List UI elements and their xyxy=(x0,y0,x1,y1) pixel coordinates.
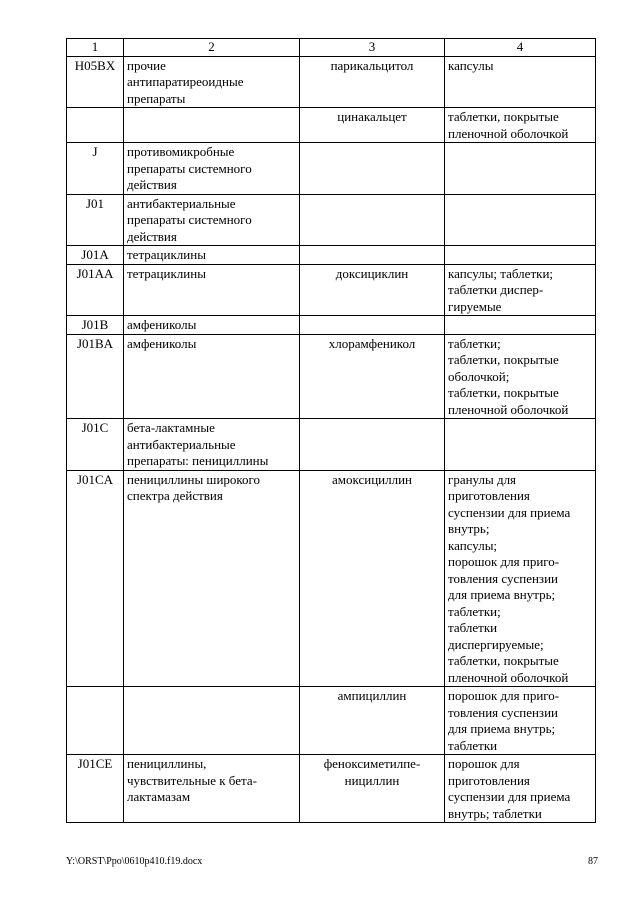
anatomical-group-cell xyxy=(124,687,300,755)
atc-code: J01CE xyxy=(77,756,113,771)
header-col-4: 4 xyxy=(445,39,596,57)
dosage-form-cell xyxy=(445,194,596,246)
dosage-form-cell xyxy=(445,246,596,265)
atc-code-cell xyxy=(67,194,124,246)
drug-line: ампициллин xyxy=(337,688,407,703)
atc-code: J01BA xyxy=(76,335,114,351)
form-line: порошок для приго- xyxy=(448,554,560,569)
atc-code-cell xyxy=(67,755,124,823)
atc-code-cell xyxy=(67,334,124,419)
drug-name-cell xyxy=(300,687,445,755)
dosage-form-cell xyxy=(445,470,596,687)
group-line: противомикробные xyxy=(127,144,235,159)
dosage-form-cell xyxy=(445,56,596,108)
group-line: лактамазам xyxy=(127,789,191,804)
drug-name-cell xyxy=(300,419,445,471)
atc-code-cell xyxy=(67,470,124,687)
drug-line: нициллин xyxy=(344,772,400,788)
drug-line: амоксициллин xyxy=(331,471,413,487)
group-line: амфениколы xyxy=(127,317,197,332)
form-line: внутрь; xyxy=(448,521,490,536)
form-line: порошок для приго- xyxy=(448,688,560,703)
group-line: тетрациклины xyxy=(127,265,206,281)
header-col-2: 2 xyxy=(124,39,300,57)
form-line: диспергируемые; xyxy=(448,636,544,652)
drug-name-cell xyxy=(300,194,445,246)
form-line: пленочной оболочкой xyxy=(448,669,569,685)
atc-code-cell xyxy=(67,316,124,335)
atc-code: J xyxy=(92,144,98,159)
form-line: для приема внутрь; xyxy=(448,587,556,602)
form-line: таблетки; xyxy=(448,335,501,351)
form-line: таблетки, покрытые xyxy=(448,653,559,668)
anatomical-group-cell xyxy=(124,194,300,246)
atc-code-cell xyxy=(67,419,124,471)
form-line: капсулы; xyxy=(448,537,498,553)
group-line: чувствительные к бета- xyxy=(127,772,257,788)
group-line: пенициллины широкого xyxy=(127,471,261,487)
form-line: таблетки, покрытые xyxy=(448,109,559,124)
table-row xyxy=(67,419,596,471)
group-line: антибактериальные xyxy=(127,195,236,211)
anatomical-group-cell xyxy=(124,143,300,195)
anatomical-group-cell xyxy=(124,316,300,335)
table-row xyxy=(67,470,596,687)
group-line: препараты: пенициллины xyxy=(127,453,269,468)
group-line: пенициллины, xyxy=(127,756,207,771)
footer-file-path: Y:\ORST\Ppo\0610p410.f19.docx xyxy=(66,856,203,867)
table-row xyxy=(67,334,596,419)
form-line: суспензии для приема xyxy=(448,504,571,520)
footer-page-number: 87 xyxy=(588,856,598,867)
drug-name-cell xyxy=(300,334,445,419)
form-line: для приема внутрь; xyxy=(448,721,556,736)
group-line: препараты системного xyxy=(127,212,252,227)
form-line: гранулы для xyxy=(448,471,517,487)
dosage-form-cell xyxy=(445,143,596,195)
anatomical-group-cell xyxy=(124,108,300,143)
table-row xyxy=(67,56,596,108)
form-line: таблетки диспер- xyxy=(448,282,544,297)
dosage-form-cell xyxy=(445,334,596,419)
atc-code-cell xyxy=(67,687,124,755)
table-row xyxy=(67,316,596,335)
drug-table xyxy=(66,38,596,823)
drug-name-cell xyxy=(300,316,445,335)
anatomical-group-cell xyxy=(124,246,300,265)
group-line: действия xyxy=(127,177,177,192)
atc-code: H05BX xyxy=(74,57,116,73)
form-line: приготовления xyxy=(448,488,530,503)
dosage-form-cell xyxy=(445,419,596,471)
group-line: тетрациклины xyxy=(127,247,206,262)
drug-name-cell xyxy=(300,143,445,195)
form-line: приготовления xyxy=(448,772,530,788)
table-row xyxy=(67,108,596,143)
atc-code-cell xyxy=(67,246,124,265)
drug-name-cell xyxy=(300,108,445,143)
dosage-form-cell xyxy=(445,316,596,335)
dosage-form-cell xyxy=(445,108,596,143)
form-line: пленочной оболочкой xyxy=(448,125,569,141)
dosage-form-cell xyxy=(445,687,596,755)
form-line: оболочкой; xyxy=(448,368,510,384)
drug-name-cell xyxy=(300,470,445,687)
form-line: порошок для xyxy=(448,756,520,771)
group-line: прочие xyxy=(127,57,166,73)
atc-code: J01CA xyxy=(76,471,114,487)
form-line: таблетки xyxy=(448,620,498,635)
form-line: капсулы; таблетки; xyxy=(448,265,554,281)
atc-code-cell xyxy=(67,143,124,195)
atc-code: J01AA xyxy=(76,265,114,281)
drug-line: феноксиметилпе- xyxy=(323,756,421,771)
drug-name-cell xyxy=(300,246,445,265)
drug-line: цинакальцет xyxy=(337,109,407,124)
group-line: препараты xyxy=(127,90,186,106)
form-line: таблетки xyxy=(448,737,498,753)
table-row xyxy=(67,143,596,195)
form-line: суспензии для приема xyxy=(448,789,571,804)
atc-code-cell xyxy=(67,108,124,143)
group-line: спектра действия xyxy=(127,488,223,503)
atc-code-cell xyxy=(67,56,124,108)
table-row xyxy=(67,687,596,755)
form-line: товления суспензии xyxy=(448,570,558,586)
dosage-form-cell xyxy=(445,264,596,316)
dosage-form-cell xyxy=(445,755,596,823)
atc-code-cell xyxy=(67,264,124,316)
atc-code: J01 xyxy=(85,195,105,211)
group-line: антипаратиреоидные xyxy=(127,74,244,89)
table-row xyxy=(67,755,596,823)
atc-code: J01B xyxy=(81,317,109,332)
table-row xyxy=(67,246,596,265)
atc-code: J01C xyxy=(81,420,109,435)
drug-name-cell xyxy=(300,755,445,823)
drug-name-cell xyxy=(300,264,445,316)
header-col-1: 1 xyxy=(67,39,124,57)
anatomical-group-cell xyxy=(124,755,300,823)
anatomical-group-cell xyxy=(124,419,300,471)
header-col-3: 3 xyxy=(300,39,445,57)
group-line: действия xyxy=(127,228,177,244)
table-row xyxy=(67,194,596,246)
form-line: товления суспензии xyxy=(448,704,558,720)
form-line: таблетки; xyxy=(448,603,501,619)
drug-line: хлорамфеникол xyxy=(328,335,416,351)
group-line: бета-лактамные xyxy=(127,420,215,435)
group-line: препараты системного xyxy=(127,160,252,176)
anatomical-group-cell xyxy=(124,264,300,316)
form-line: капсулы xyxy=(448,57,494,73)
anatomical-group-cell xyxy=(124,470,300,687)
anatomical-group-cell xyxy=(124,334,300,419)
drug-line: доксициклин xyxy=(335,265,409,281)
table-header-row xyxy=(67,39,596,57)
form-line: таблетки, покрытые xyxy=(448,385,559,400)
atc-code: J01A xyxy=(81,247,109,262)
form-line: гируемые xyxy=(448,298,502,314)
drug-line: парикальцитол xyxy=(330,57,414,73)
drug-name-cell xyxy=(300,56,445,108)
form-line: таблетки, покрытые xyxy=(448,352,559,367)
group-line: антибактериальные xyxy=(127,436,236,452)
group-line: амфениколы xyxy=(127,335,197,351)
form-line: пленочной оболочкой xyxy=(448,401,569,417)
table-row xyxy=(67,264,596,316)
anatomical-group-cell xyxy=(124,56,300,108)
form-line: внутрь; таблетки xyxy=(448,805,542,821)
